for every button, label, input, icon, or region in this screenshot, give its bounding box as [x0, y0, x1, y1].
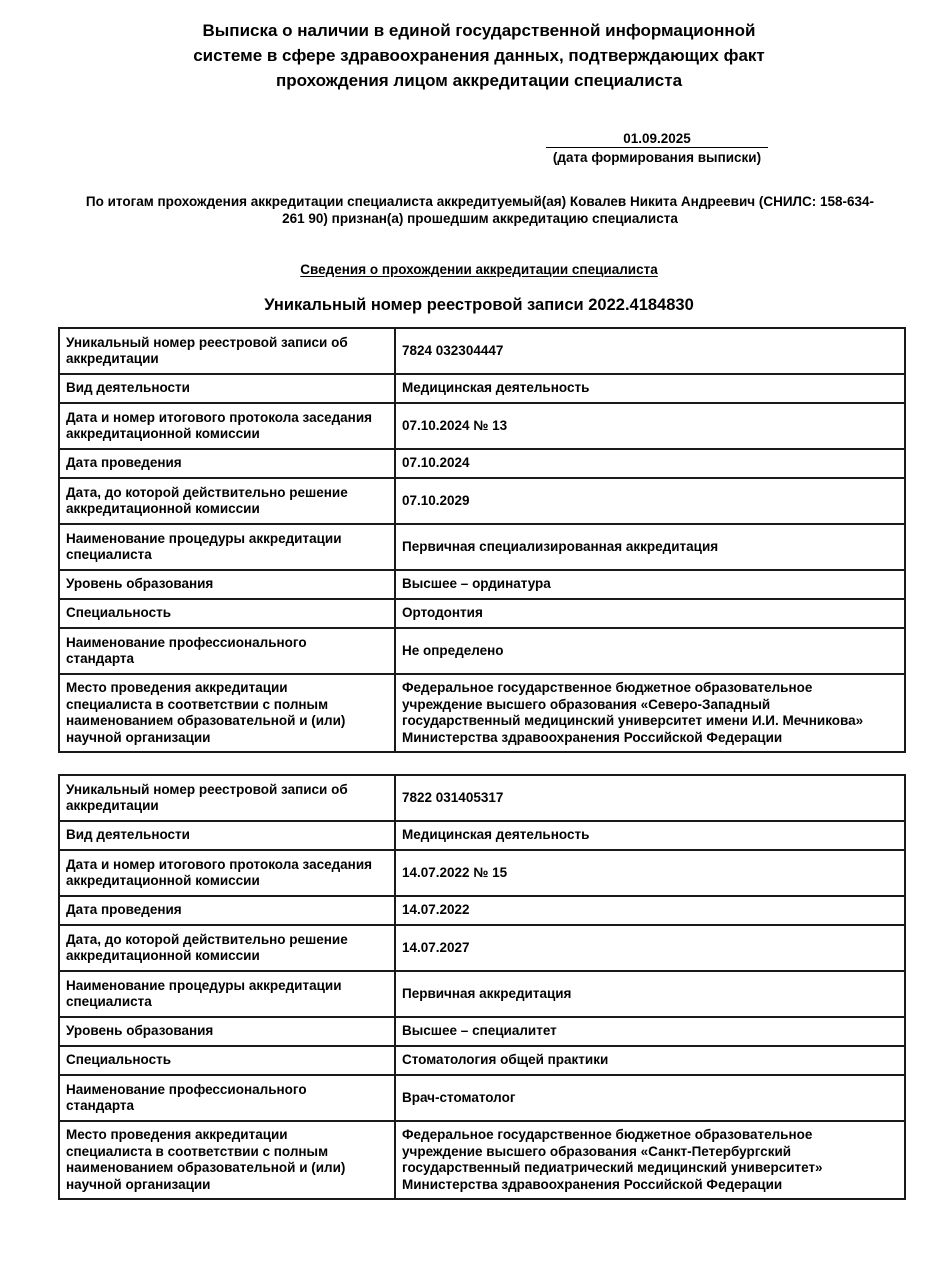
- field-label: [59, 1075, 395, 1121]
- field-label-line: Специальность: [66, 1052, 172, 1068]
- field-label: [59, 1017, 395, 1046]
- row-activity-type: [59, 374, 905, 403]
- field-value-line: 7824 032304447: [402, 342, 504, 358]
- field-value-line: 14.07.2027: [402, 939, 470, 955]
- field-value: [395, 478, 905, 524]
- field-value-line: 7822 031405317: [402, 789, 504, 805]
- field-value-line: 14.07.2022: [402, 902, 470, 918]
- field-label-line: аккредитации: [66, 351, 159, 366]
- field-value-line: 07.10.2029: [402, 492, 470, 508]
- field-value-line: Медицинская деятельность: [402, 827, 590, 843]
- field-value-line: учреждение высшего образования «Санкт-Петербургский: [402, 1143, 792, 1159]
- field-label-line: Уровень образования: [66, 576, 214, 592]
- field-label-line: аккредитационной комиссии: [66, 873, 260, 888]
- row-specialty: [59, 1046, 905, 1075]
- field-value-line: государственный медицинский университет имени И.И. Мечникова»: [402, 713, 864, 728]
- field-value: [395, 674, 905, 752]
- section-heading: [120, 262, 838, 278]
- field-value-line: Врач-стоматолог: [402, 1089, 516, 1105]
- field-label: [59, 328, 395, 374]
- field-value: [395, 821, 905, 850]
- field-label-line: Уникальный номер реестровой записи об: [66, 781, 348, 797]
- field-label-line: аккредитации: [66, 798, 159, 813]
- field-label: [59, 403, 395, 449]
- row-procedure-name: [59, 971, 905, 1017]
- field-label: [59, 599, 395, 628]
- field-value-line: 07.10.2024 № 13: [402, 417, 508, 433]
- field-value: [395, 328, 905, 374]
- field-label-line: Дата проведения: [66, 902, 182, 918]
- row-valid-until: [59, 478, 905, 524]
- field-label-line: специалиста в соответствии с полным: [66, 1143, 329, 1159]
- field-label-line: стандарта: [66, 1098, 135, 1113]
- field-value: [395, 403, 905, 449]
- row-exam-date: [59, 896, 905, 925]
- field-value-line: Федеральное государственное бюджетное образовательное: [402, 680, 813, 695]
- field-label-line: Уникальный номер реестровой записи об: [66, 334, 348, 350]
- field-value: [395, 449, 905, 478]
- field-value-line: Стоматология общей практики: [402, 1052, 609, 1068]
- row-specialty: [59, 599, 905, 628]
- field-label-line: специалиста в соответствии с полным: [66, 696, 329, 712]
- field-label-line: Уровень образования: [66, 1023, 214, 1039]
- row-registry-number: [59, 775, 905, 821]
- field-label-line: Место проведения аккредитации: [66, 1127, 288, 1142]
- field-value: [395, 524, 905, 570]
- field-label: [59, 374, 395, 403]
- section-heading-text: Сведения о прохождении аккредитации специалиста: [300, 262, 658, 277]
- field-value: [395, 896, 905, 925]
- row-valid-until: [59, 925, 905, 971]
- field-label-line: Вид деятельности: [66, 380, 190, 396]
- row-professional-standard: [59, 628, 905, 674]
- generation-date: 01.09.2025: [546, 131, 768, 148]
- document-title: [120, 18, 838, 93]
- field-label: [59, 524, 395, 570]
- field-value-line: Первичная специализированная аккредитация: [402, 538, 719, 554]
- field-label-line: аккредитационной комиссии: [66, 426, 260, 441]
- field-label: [59, 1046, 395, 1075]
- field-value-line: Федеральное государственное бюджетное образовательное: [402, 1127, 813, 1142]
- generation-date-caption: (дата формирования выписки): [552, 150, 762, 165]
- field-label: [59, 628, 395, 674]
- accreditation-record-table: [58, 327, 906, 753]
- field-label: [59, 925, 395, 971]
- field-label-line: Дата, до которой действительно решение: [66, 931, 348, 947]
- row-exam-date: [59, 449, 905, 478]
- field-label-line: Дата проведения: [66, 455, 182, 471]
- field-value-line: Медицинская деятельность: [402, 380, 590, 396]
- field-value: [395, 1046, 905, 1075]
- field-value: [395, 1017, 905, 1046]
- field-value-line: 07.10.2024: [402, 455, 470, 471]
- field-value-line: учреждение высшего образования «Северо-Западный: [402, 696, 771, 712]
- row-professional-standard: [59, 1075, 905, 1121]
- row-organization: [59, 674, 905, 752]
- row-activity-type: [59, 821, 905, 850]
- field-label-line: аккредитационной комиссии: [66, 948, 260, 963]
- field-label: [59, 775, 395, 821]
- field-label-line: Наименование профессионального: [66, 1081, 307, 1097]
- field-label-line: Наименование процедуры аккредитации: [66, 977, 342, 993]
- field-label-line: специалиста: [66, 547, 152, 562]
- accreditation-record-table: [58, 774, 906, 1200]
- registry-number-heading: Уникальный номер реестровой записи 2022.4184830: [264, 296, 694, 314]
- field-label-line: Наименование профессионального: [66, 634, 307, 650]
- row-education-level: [59, 570, 905, 599]
- field-value-line: государственный педиатрический медицинский университет»: [402, 1160, 823, 1175]
- title-line: прохождения лицом аккредитации специалиста: [275, 71, 683, 90]
- field-label: [59, 1121, 395, 1199]
- row-registry-number: [59, 328, 905, 374]
- row-procedure-name: [59, 524, 905, 570]
- field-value-line: Ортодонтия: [402, 605, 483, 621]
- field-label-line: Специальность: [66, 605, 172, 621]
- field-value-line: Высшее – ординатура: [402, 576, 551, 592]
- field-value-line: Первичная аккредитация: [402, 985, 572, 1001]
- field-label-line: Место проведения аккредитации: [66, 680, 288, 695]
- field-label: [59, 896, 395, 925]
- row-education-level: [59, 1017, 905, 1046]
- field-label-line: Дата, до которой действительно решение: [66, 484, 348, 500]
- field-value: [395, 925, 905, 971]
- field-value: [395, 570, 905, 599]
- field-label-line: Дата и номер итогового протокола заседания: [66, 856, 373, 872]
- field-value: [395, 1075, 905, 1121]
- field-label: [59, 821, 395, 850]
- field-value: [395, 599, 905, 628]
- field-label: [59, 570, 395, 599]
- field-label-line: наименованием образовательной и (или): [66, 1160, 346, 1175]
- field-label: [59, 449, 395, 478]
- field-label-line: Вид деятельности: [66, 827, 190, 843]
- field-value-line: Высшее – специалитет: [402, 1023, 557, 1039]
- date-block: [546, 131, 768, 167]
- field-value: [395, 971, 905, 1017]
- field-value-line: Не определено: [402, 642, 504, 658]
- field-label-line: научной организации: [66, 729, 211, 745]
- field-label-line: Дата и номер итогового протокола заседания: [66, 409, 373, 425]
- field-label-line: научной организации: [66, 1176, 211, 1192]
- intro-paragraph: [60, 193, 900, 227]
- field-value: [395, 775, 905, 821]
- field-label-line: стандарта: [66, 651, 135, 666]
- field-value-line: Министерства здравоохранения Российской Федерации: [402, 729, 783, 745]
- field-value: [395, 374, 905, 403]
- row-protocol: [59, 850, 905, 896]
- field-label: [59, 674, 395, 752]
- field-value: [395, 850, 905, 896]
- field-label: [59, 971, 395, 1017]
- field-label-line: специалиста: [66, 994, 152, 1009]
- field-label-line: аккредитационной комиссии: [66, 501, 260, 516]
- row-protocol: [59, 403, 905, 449]
- row-organization: [59, 1121, 905, 1199]
- field-value: [395, 628, 905, 674]
- field-value-line: Министерства здравоохранения Российской Федерации: [402, 1176, 783, 1192]
- field-label: [59, 478, 395, 524]
- field-label: [59, 850, 395, 896]
- field-label-line: Наименование процедуры аккредитации: [66, 530, 342, 546]
- title-line: Выписка о наличии в единой государственной информационной: [202, 21, 756, 40]
- field-label-line: наименованием образовательной и (или): [66, 713, 346, 728]
- field-value-line: 14.07.2022 № 15: [402, 864, 508, 880]
- field-value: [395, 1121, 905, 1199]
- title-line: системе в сфере здравоохранения данных, подтверждающих факт: [193, 46, 765, 65]
- intro-line: 261 90) признан(а) прошедшим аккредитацию специалиста: [282, 211, 678, 226]
- intro-line: По итогам прохождения аккредитации специалиста аккредитуемый(ая) Ковалев Никита Андреевич (СНИЛС: 158-634-: [85, 194, 875, 209]
